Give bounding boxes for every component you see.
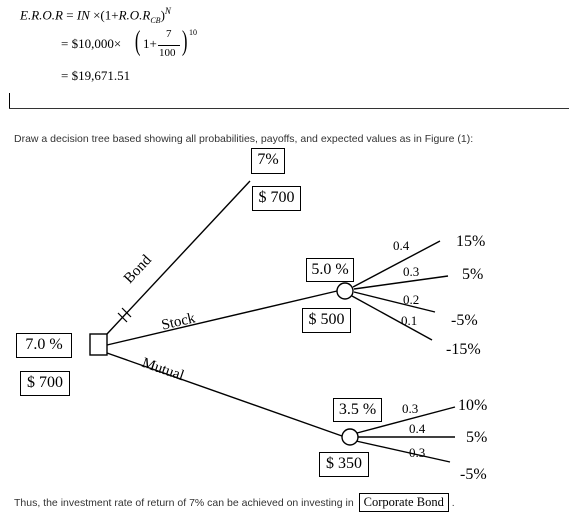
stock-outcome-line-3 — [354, 292, 435, 312]
stock-return-3: -5% — [451, 312, 478, 329]
stock-return-2: 5% — [462, 266, 484, 283]
stock-return-4: -15% — [446, 341, 481, 358]
stock-branch-label: Stock — [160, 310, 197, 334]
stock-payoff-box: $ 500 — [302, 308, 351, 333]
stock-rate-box: 5.0 % — [306, 258, 354, 282]
formula-lhs: E.R.O.R — [20, 7, 63, 23]
conclusion-end: . — [451, 497, 455, 509]
mutual-payoff-box: $ 350 — [319, 452, 369, 477]
formula-close: ) — [160, 7, 165, 23]
mutual-outcome-line-3 — [356, 441, 450, 462]
stock-chance-node — [337, 283, 353, 299]
formula-line2-exp: 10 — [189, 28, 197, 37]
mutual-branch-label: Mutual — [139, 355, 186, 385]
decision-node — [90, 334, 107, 355]
stock-prob-4: 0.1 — [401, 313, 418, 328]
mutual-return-3: -5% — [460, 466, 487, 483]
stock-prob-1: 0.4 — [393, 238, 410, 253]
bond-rate-box: 7% — [251, 148, 285, 174]
root-payoff-box: $ 700 — [20, 371, 70, 396]
mutual-prob-1: 0.3 — [402, 401, 419, 416]
stock-prob-2: 0.3 — [403, 264, 420, 279]
stock-return-1: 15% — [456, 233, 486, 250]
formula-line2-paren: ( — [134, 26, 141, 57]
formula-rate: R.O.R — [118, 7, 151, 23]
formula-line2-one: 1+ — [143, 36, 157, 51]
formula-line2-paren-close: ) — [181, 26, 188, 57]
instruction-text: Draw a decision tree based showing all probabilities, payoffs, and expected values as in Figure (1): — [14, 133, 474, 145]
formula-line2-den: 100 — [159, 47, 176, 59]
bond-branch-label: Bond — [121, 252, 155, 287]
formula-equals: = — [66, 7, 77, 23]
conclusion-answer-box: Corporate Bond — [359, 493, 449, 512]
conclusion-text: Thus, the investment rate of return of 7% can be achieved on investing in — [14, 497, 354, 509]
mutual-return-1: 10% — [458, 397, 488, 414]
mutual-return-2: 5% — [466, 429, 488, 446]
formula-exponent: N — [164, 6, 171, 16]
formula-line2-num: 7 — [166, 28, 172, 40]
root-rate-box: 7.0 % — [16, 333, 72, 358]
formula-times: ×(1+ — [93, 7, 119, 23]
bond-branch-line — [107, 181, 250, 334]
stock-outcome-line-2 — [354, 276, 448, 289]
stock-prob-3: 0.2 — [403, 292, 420, 307]
mutual-prob-3: 0.3 — [409, 445, 426, 460]
formula-line-3: = $19,671.51 — [61, 68, 131, 83]
conclusion-line — [14, 493, 455, 512]
stock-outcome-line-4 — [352, 296, 432, 340]
formula-line2-prefix: = $10,000× — [61, 36, 122, 51]
mutual-chance-node — [342, 429, 358, 445]
mutual-rate-box: 3.5 % — [333, 398, 382, 422]
formula-in: IN — [76, 7, 90, 23]
formula-subscript: CB — [150, 15, 161, 25]
mutual-prob-2: 0.4 — [409, 421, 426, 436]
bond-payoff-box: $ 700 — [252, 186, 301, 211]
